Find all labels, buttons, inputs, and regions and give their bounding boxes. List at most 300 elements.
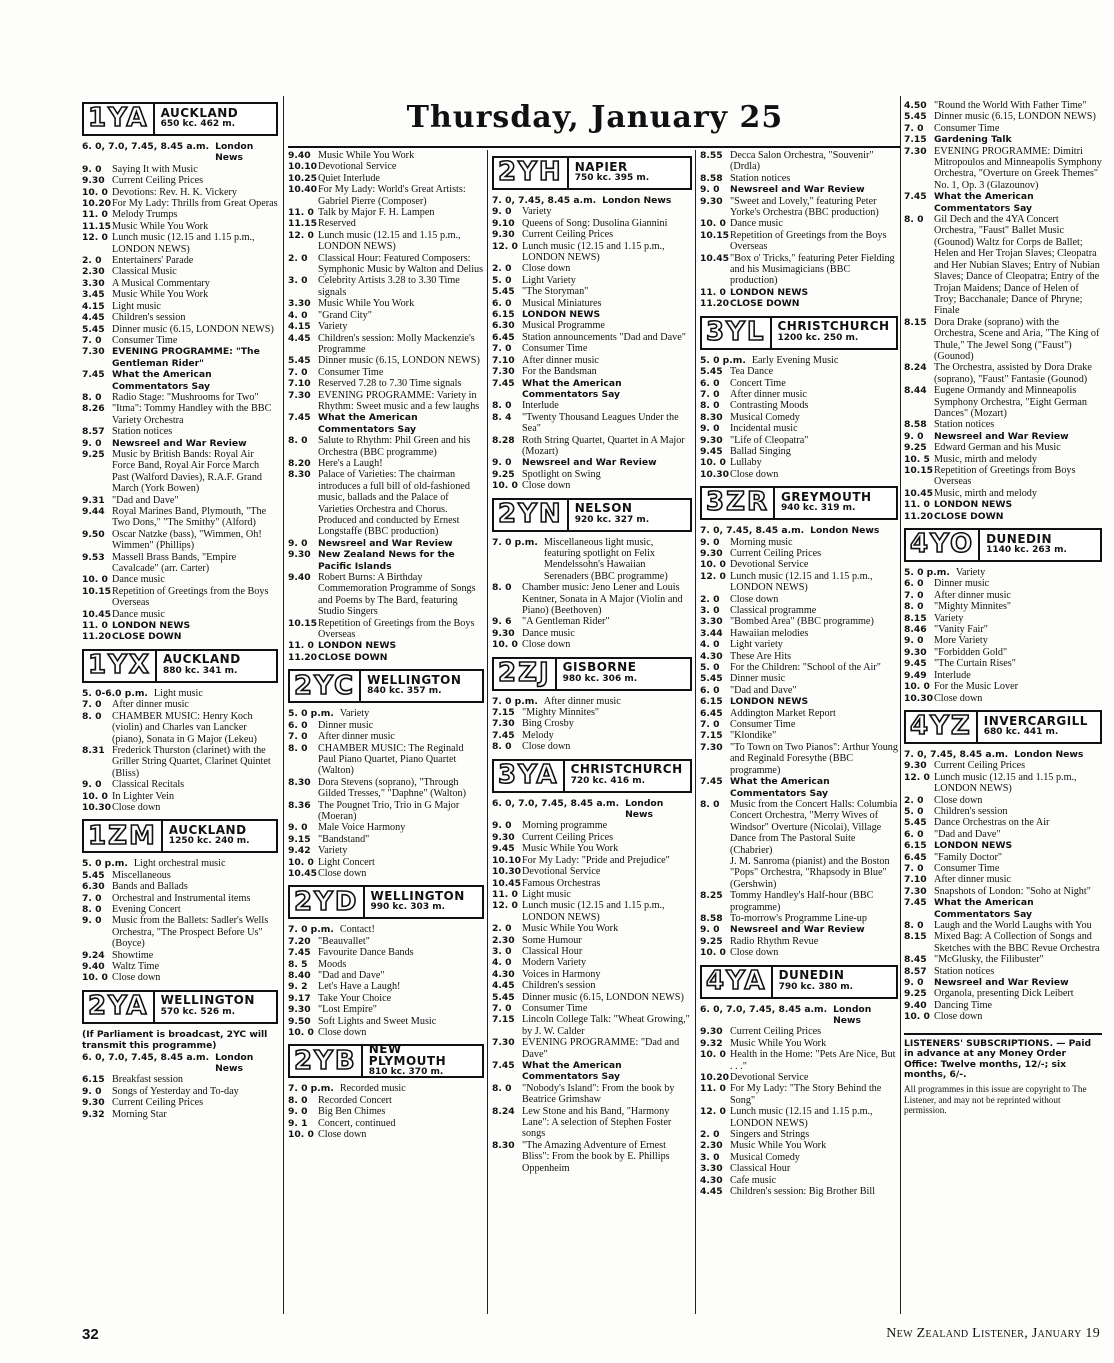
- programme-entry: [904, 886, 1102, 897]
- programme-entry: [700, 673, 898, 684]
- programme-title: The Pougnet Trio, Trio in G Major (Moeran): [318, 799, 460, 822]
- programme-title: Quiet Interlude: [318, 172, 380, 184]
- programme-entry: [492, 1106, 692, 1140]
- programme-title: Early Evening Music: [751, 354, 839, 366]
- programme-time: 2. 0: [492, 263, 512, 275]
- programme-time: 4.45: [492, 980, 515, 992]
- programme-title: Radio Stage: "Mushrooms for Two": [112, 391, 259, 403]
- programme-entry: [904, 966, 1102, 977]
- programme-time: 4.30: [492, 968, 515, 980]
- programme-entry: [492, 1083, 692, 1106]
- programme-time: 6. 0, 7.0, 7.45, 8.45 a.m.: [492, 797, 620, 809]
- programme-title: LONDON NEWS: [934, 840, 1013, 852]
- programme-entry: [288, 538, 484, 549]
- programme-time: 2. 0: [288, 252, 308, 264]
- programme-title: Hawaiian melodies: [730, 627, 809, 639]
- programme-time: 9.40: [904, 999, 927, 1011]
- station-logo: [494, 659, 557, 689]
- programme-entry: [904, 670, 1102, 681]
- programme-time: 7. 0 p.m.: [492, 695, 538, 707]
- programme-time: 8.31: [82, 744, 105, 756]
- station-logo: [906, 530, 980, 560]
- programme-time: 10. 0: [700, 457, 726, 469]
- programme-title: Lunch music (12.15 and 1.15 p.m., LONDON NEWS): [318, 229, 461, 253]
- programme-time: 8.15: [904, 612, 927, 624]
- station-header: [492, 759, 692, 793]
- programme-time: 3.30: [82, 277, 105, 289]
- programme-title: Repetition of Greetings from Boys Overseas: [934, 465, 1076, 488]
- programme-entry: [700, 651, 898, 662]
- programme-title: Close down: [730, 468, 779, 480]
- programme-time: 7. 0: [288, 731, 308, 743]
- programme-time: 9. 2: [288, 981, 308, 993]
- station-info: [980, 530, 1067, 560]
- programme-title: "Grand City": [318, 309, 372, 321]
- programme-time: 9. 0: [700, 184, 720, 196]
- column-5: [904, 100, 1102, 1116]
- programme-time: 4. 0: [288, 309, 308, 321]
- programme-time: 9. 0: [288, 1106, 308, 1118]
- programme-time: 7. 0: [904, 862, 924, 874]
- programme-entry: [904, 465, 1102, 488]
- programme-entry: [904, 693, 1102, 704]
- column-1: [82, 96, 278, 1120]
- programme-entry: [82, 266, 278, 277]
- programme-title: Melody: [522, 729, 554, 741]
- programme-title: Station announcements "Dad and Dave": [522, 331, 686, 343]
- programme-time: 9.50: [288, 1015, 311, 1027]
- programme-title: Light Variety: [522, 274, 576, 286]
- programme-title: Light music: [153, 687, 203, 699]
- programme-entry: [700, 594, 898, 605]
- programme-title: Concert, continued: [318, 1117, 396, 1129]
- programme-title: London News: [625, 797, 664, 821]
- programme-time: 7. 0, 7.45, 8.45 a.m.: [492, 195, 597, 206]
- programme-entry: [288, 458, 484, 469]
- programme-time: 9.25: [904, 442, 927, 454]
- station-frequency: 1140 kc. 263 m.: [986, 545, 1067, 556]
- programme-entry: [492, 866, 692, 877]
- programme-title: Dance music: [730, 218, 783, 230]
- station-logo: [84, 651, 157, 681]
- page-number: 32: [82, 1326, 99, 1343]
- programme-time: 9.30: [492, 831, 515, 843]
- programme-title: Robert Burns: A Birthday Commemoration Programme of Songs and Poems by The Bard, featuring Studio Singers: [318, 572, 476, 618]
- programme-title: Musical Comedy: [730, 1151, 800, 1163]
- programme-entry: [492, 275, 692, 286]
- programme-title: What the American Commentators Say: [318, 412, 418, 435]
- programme-entry: [492, 412, 692, 435]
- programme-entry: [82, 950, 278, 961]
- programme-title: Lunch music (12.15 and 1.15 p.m., LONDON NEWS): [934, 771, 1077, 795]
- programme-title: Chamber music: Jeno Lener and Louis Kentner, Sonata in A Major (Violin and Piano) (Beethoven): [522, 582, 683, 616]
- programme-entry: [904, 613, 1102, 624]
- station-city: GREYMOUTH: [780, 489, 872, 504]
- programme-time: 5. 0 p.m.: [82, 858, 128, 870]
- programme-title: "The Storyman": [522, 286, 589, 298]
- programme-entry: [82, 346, 278, 369]
- programme-time: 7.45: [492, 729, 515, 741]
- programme-title: Dinner music: [730, 673, 786, 685]
- programme-entry: [288, 868, 484, 879]
- programme-title: Lincoln College Talk: "Wheat Growing," by J. W. Calder: [522, 1014, 690, 1037]
- programme-entry: [700, 253, 898, 287]
- column-divider: [695, 150, 696, 1314]
- station-info: [365, 887, 465, 917]
- programme-title: Close down: [318, 1129, 367, 1141]
- programme-time: 6.15: [904, 840, 927, 852]
- programme-title: Tommy Handley's Half-hour (BBC programme): [730, 890, 874, 913]
- programme-title: Newsreel and War Review: [730, 924, 865, 936]
- station-frequency: 880 kc. 341 m.: [162, 665, 238, 676]
- programme-time: 2.30: [492, 934, 515, 946]
- column-divider: [900, 96, 901, 1314]
- programme-entry: [492, 843, 692, 854]
- programme-time: 11. 0: [700, 1083, 726, 1095]
- programme-time: 9.30: [700, 195, 723, 207]
- programme-time: 10.30: [700, 468, 730, 480]
- programme-entry: [700, 1106, 898, 1129]
- programme-entry: [700, 559, 898, 570]
- programme-time: 11. 0: [82, 209, 108, 221]
- programme-time: 3.45: [82, 289, 105, 301]
- programme-time: 11.20: [904, 510, 934, 522]
- programme-entry: [82, 392, 278, 403]
- programme-entry: [492, 832, 692, 843]
- programme-title: Musical Programme: [522, 320, 605, 332]
- station-logo: [906, 712, 978, 742]
- programme-entry: [288, 834, 484, 845]
- programme-entry: [288, 618, 484, 641]
- programme-entry: [904, 806, 1102, 817]
- programme-entry: [288, 572, 484, 618]
- programme-title: Talk by Major F. H. Lampen: [318, 207, 435, 219]
- programme-time: 6. 0: [700, 684, 720, 696]
- programme-time: 11. 0: [82, 620, 108, 632]
- programme-time: 12. 0: [904, 771, 930, 783]
- programme-time: 7.45: [82, 369, 105, 381]
- programme-title: Light Concert: [318, 856, 375, 868]
- programme-time: 2. 0: [82, 255, 102, 267]
- programme-time: 10. 0: [700, 559, 726, 571]
- programme-title: Queens of Song: Dusolina Giannini: [522, 217, 668, 229]
- programme-entry: [492, 241, 692, 264]
- station-callsign: 2ZJ: [498, 657, 551, 688]
- programme-title: Current Ceiling Prices: [934, 760, 1026, 772]
- programme-time: 4. 0: [700, 639, 720, 651]
- programme-entry: [904, 362, 1102, 385]
- programme-entry: [904, 191, 1102, 214]
- programme-time: 5. 0-6.0 p.m.: [82, 687, 148, 699]
- station-city: CHRISTCHURCH: [570, 762, 683, 777]
- programme-title: Gardening Talk: [934, 134, 1012, 146]
- programme-title: Snapshots of London: "Soho at Night": [934, 885, 1091, 897]
- column-divider: [487, 150, 488, 1314]
- station-callsign: 1YX: [88, 650, 151, 681]
- programme-entry: [288, 321, 484, 332]
- programme-title: London News: [215, 1051, 254, 1075]
- programme-title: Singers and Strings: [730, 1129, 810, 1141]
- programme-title: Children's session: Molly Mackenzie's Programme: [318, 332, 475, 355]
- programme-time: 8.30: [288, 776, 311, 788]
- programme-entry: [904, 977, 1102, 988]
- programme-title: For My Lady: World's Great Artists: Gabriel Pierre (Composer): [318, 184, 466, 207]
- programme-entry: [492, 206, 692, 217]
- programme-title: Close down: [522, 480, 571, 492]
- programme-time: 9. 0: [492, 457, 512, 469]
- programme-title: Consumer Time: [730, 719, 796, 731]
- programme-title: Repetition of Greetings from the Boys Overseas: [318, 617, 475, 641]
- station-frequency: 650 kc. 462 m.: [160, 119, 236, 129]
- programme-time: 10. 0: [288, 1129, 314, 1141]
- programme-time: 8.26: [82, 403, 105, 415]
- programme-entry: [904, 852, 1102, 863]
- programme-title: Music by British Bands: Royal Air Force Band, Royal Air Force March Past (Walford Davies), R.A.F. Grand March (York Bowen): [112, 448, 263, 495]
- programme-entry: [492, 263, 692, 274]
- programme-time: 10. 0: [82, 574, 108, 586]
- programme-entry: [492, 889, 692, 900]
- station-callsign: 4YA: [706, 965, 767, 996]
- programme-title: Dance music: [112, 574, 165, 586]
- programme-time: 9.25: [904, 988, 927, 1000]
- programme-title: Evening Concert: [112, 903, 181, 915]
- programme-title: Close down: [112, 801, 161, 813]
- programme-entry: [82, 915, 278, 949]
- programme-entry: [492, 718, 692, 729]
- programme-entry: [904, 488, 1102, 499]
- programme-time: 9.30: [492, 627, 515, 639]
- programme-entry: [288, 845, 484, 856]
- programme-title: Children's session: [522, 980, 596, 992]
- programme-title: Laugh and the World Laughs with You: [934, 920, 1092, 931]
- programme-entry: [700, 400, 898, 411]
- programme-title: CLOSE DOWN: [934, 510, 1004, 522]
- programme-time: 7. 0: [82, 334, 102, 346]
- programme-time: 9.30: [904, 760, 927, 772]
- programme-title: For the Music Lover: [934, 681, 1019, 693]
- column-3: [492, 150, 692, 1174]
- programme-entry: [492, 946, 692, 957]
- programme-entry: [700, 856, 898, 890]
- programme-entry: [492, 730, 692, 741]
- programme-entry: [492, 855, 692, 866]
- programme-title: Take Your Choice: [318, 992, 392, 1004]
- programme-title: Modern Variety: [522, 957, 587, 969]
- programme-entry: [904, 749, 1102, 760]
- programme-title: Reserved 7.28 to 7.30 Time signals: [318, 378, 462, 390]
- programme-title: After dinner music: [112, 699, 189, 711]
- programme-title: Close down: [522, 741, 571, 753]
- programme-entry: [904, 897, 1102, 920]
- programme-time: 10.20: [82, 198, 112, 210]
- programme-time: 7.45: [700, 776, 723, 788]
- programme-entry: [904, 624, 1102, 635]
- programme-entry: [492, 1140, 692, 1174]
- programme-time: 8. 0: [700, 798, 720, 810]
- programme-entry: [82, 574, 278, 585]
- programme-time: 9.40: [288, 150, 311, 161]
- programme-entry: [904, 123, 1102, 134]
- programme-entry: [904, 431, 1102, 442]
- programme-entry: [82, 141, 278, 164]
- programme-entry: [700, 924, 898, 935]
- programme-time: 7.30: [492, 1037, 515, 1049]
- programme-title: Close down: [730, 593, 779, 605]
- programme-entry: [904, 658, 1102, 669]
- programme-title: "Lost Empire": [318, 1004, 377, 1016]
- programme-title: Interlude: [522, 400, 559, 412]
- programme-entry: [700, 1026, 898, 1037]
- station-header: [82, 649, 278, 683]
- programme-time: 9.45: [904, 658, 927, 670]
- programme-title: CLOSE DOWN: [112, 631, 182, 643]
- station-callsign: 4YO: [910, 529, 975, 560]
- station-callsign: 2YA: [88, 991, 149, 1022]
- programme-time: 10.30: [904, 692, 934, 704]
- programme-time: 8. 0: [288, 1094, 308, 1106]
- station-callsign: 4YZ: [910, 711, 972, 742]
- programme-entry: [492, 343, 692, 354]
- programme-time: 10. 0: [700, 218, 726, 230]
- programme-time: 9. 0: [904, 430, 924, 442]
- programme-time: 9. 0: [82, 163, 102, 175]
- programme-entry: [288, 777, 484, 800]
- programme-time: 4.45: [82, 312, 105, 324]
- programme-title: Newsreel and War Review: [934, 977, 1069, 989]
- programme-title: What the American Commentators Say: [112, 369, 212, 392]
- programme-time: 12. 0: [492, 240, 518, 252]
- programme-time: 5. 0 p.m.: [288, 708, 334, 720]
- programme-entry: [82, 791, 278, 802]
- programme-time: 2. 0: [700, 1129, 720, 1141]
- station-city: INVERCARGILL: [983, 713, 1088, 728]
- programme-title: Classical Hour: Featured Composers: Symphonic Music by Walton and Delius: [318, 252, 484, 276]
- programme-entry: [82, 278, 278, 289]
- programme-title: Current Ceiling Prices: [522, 229, 614, 241]
- programme-title: "Round the World With Father Time": [934, 100, 1087, 111]
- programme-time: 9.45: [492, 843, 515, 855]
- programme-title: Tea Dance: [730, 366, 774, 378]
- programme-entry: [700, 184, 898, 195]
- programme-entry: [288, 1129, 484, 1140]
- programme-entry: [288, 1095, 484, 1106]
- programme-title: "Itma": Tommy Handley with the BBC Variety Orchestra: [112, 403, 272, 426]
- programme-title: Station notices: [730, 172, 791, 184]
- programme-title: Spotlight on Swing: [522, 468, 601, 480]
- programme-time: 7. 0: [700, 388, 720, 400]
- station-frequency: 980 kc. 306 m.: [562, 673, 638, 684]
- programme-title: "Dad and Dave": [318, 970, 385, 981]
- programme-entry: [82, 221, 278, 232]
- programme-time: 12. 0: [82, 232, 108, 244]
- programme-time: 8.15: [904, 931, 927, 943]
- programme-time: 5.45: [492, 991, 515, 1003]
- programme-time: 9.30: [700, 434, 723, 446]
- programme-time: 8.57: [904, 965, 927, 977]
- programme-time: 7.10: [492, 354, 515, 366]
- station-frequency: 750 kc. 395 m.: [574, 173, 650, 183]
- programme-time: 10. 0: [700, 1049, 726, 1061]
- programme-time: 9. 0: [904, 977, 924, 989]
- station-city: NELSON: [574, 501, 633, 516]
- station-frequency: 840 kc. 357 m.: [367, 686, 442, 697]
- programme-title: Dora Drake (soprano) with the Orchestra, Scene and Aria, "The King of Thule," The Jewel Song ("Faust") (Gounod): [934, 316, 1100, 362]
- programme-title: Station notices: [934, 419, 995, 431]
- programme-entry: [700, 218, 898, 229]
- programme-title: Dinner music (6.15, LONDON NEWS): [522, 991, 684, 1003]
- programme-title: Classical Recitals: [112, 779, 185, 791]
- station-header: [82, 102, 278, 136]
- programme-entry: [700, 378, 898, 389]
- programme-time: 7.45: [492, 1060, 515, 1071]
- programme-entry: [82, 711, 278, 745]
- programme-time: 6.30: [492, 320, 515, 332]
- programme-entry: [700, 605, 898, 616]
- programme-time: 9.30: [700, 547, 723, 559]
- station-frequency: 990 kc. 303 m.: [370, 902, 446, 913]
- programme-entry: [492, 957, 692, 968]
- programme-entry: [700, 890, 898, 913]
- programme-time: 9. 0: [288, 537, 308, 549]
- programme-entry: [288, 1106, 484, 1117]
- programme-title: Dance Orchestras on the Air: [934, 817, 1050, 829]
- programme-title: What the American Commentators Say: [934, 191, 1034, 214]
- station-logo: [290, 671, 361, 701]
- programme-entry: [82, 870, 278, 881]
- programme-time: 9.40: [82, 961, 105, 972]
- programme-time: 10.15: [82, 585, 112, 597]
- programme-entry: [82, 187, 278, 198]
- programme-entry: [904, 760, 1102, 771]
- programme-time: 8.25: [700, 890, 723, 902]
- programme-title: The Orchestra, assisted by Dora Drake (soprano), "Faust" Fantasie (Gounod): [934, 362, 1092, 385]
- programme-time: 2.30: [700, 1140, 723, 1152]
- programme-entry: [700, 730, 898, 741]
- programme-entry: [288, 412, 484, 435]
- programme-title: EVENING PROGRAMME: Variety in Rhythm: Sweet music and a few laughs: [318, 389, 480, 412]
- programme-time: 7. 0: [904, 589, 924, 601]
- programme-entry: [82, 495, 278, 506]
- programme-entry: [904, 385, 1102, 419]
- programme-title: Newsreel and War Review: [522, 457, 657, 469]
- station-callsign: 2YD: [294, 886, 359, 917]
- programme-time: 6. 0, 7.0, 7.45, 8.45 a.m.: [82, 1051, 210, 1063]
- programme-entry: [492, 798, 692, 821]
- programme-title: Lunch music (12.15 and 1.15 p.m., LONDON NEWS): [112, 232, 255, 255]
- programme-entry: [82, 335, 278, 346]
- station-callsign: 2YN: [498, 498, 563, 529]
- programme-title: Music While You Work: [318, 150, 415, 161]
- programme-time: 9.25: [82, 448, 105, 460]
- programme-entry: [700, 230, 898, 253]
- programme-entry: [904, 817, 1102, 828]
- programme-title: Consumer Time: [318, 366, 384, 378]
- programme-entry: [288, 333, 484, 356]
- programme-time: 7.10: [904, 874, 927, 886]
- programme-entry: [288, 230, 484, 253]
- programme-title: Classical Hour: [730, 1163, 791, 1175]
- programme-title: LONDON NEWS: [318, 640, 397, 652]
- programme-title: Lew Stone and his Band, "Harmony Lane": A selection of Stephen Foster songs: [522, 1105, 672, 1140]
- programme-entry: [288, 253, 484, 276]
- column-2: [288, 150, 484, 1140]
- programme-time: 8. 0: [82, 903, 102, 915]
- programme-entry: [492, 218, 692, 229]
- programme-title: London News: [810, 525, 880, 537]
- programme-title: Close down: [934, 1011, 983, 1023]
- programme-entry: [700, 287, 898, 298]
- programme-entry: [82, 858, 278, 869]
